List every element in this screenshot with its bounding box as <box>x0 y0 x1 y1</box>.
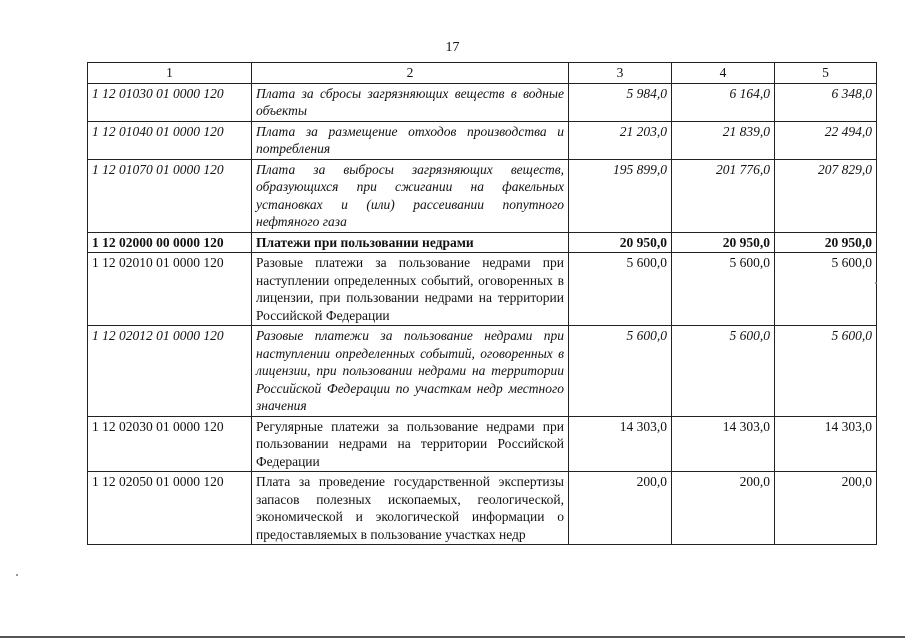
row-value-col3: 5 600,0 <box>569 326 672 417</box>
row-name: Разовые платежи за пользование недрами при наступлении определенных событий, оговоренных в лицензии, при пользовании недрами на территории Российской Федерации <box>252 253 569 326</box>
row-name: Плата за проведение государственной экспертизы запасов полезных ископаемых, геологической, экономической и экологической информации о предоставляемых в пользование участках недр <box>252 472 569 545</box>
page-number: 17 <box>445 40 460 55</box>
row-name: Плата за размещение отходов производства и потребления <box>252 121 569 159</box>
table-row <box>88 253 877 326</box>
row-value-col5: 14 303,0 <box>775 416 877 472</box>
row-value-col5: 22 494,0 <box>775 121 877 159</box>
row-value-col5: 5 600,0 <box>775 326 877 417</box>
row-value-col4: 20 950,0 <box>672 232 775 253</box>
row-value-col4: 5 600,0 <box>672 253 775 326</box>
table-header-row <box>88 63 877 84</box>
row-code: 1 12 02010 01 0000 120 <box>88 253 252 326</box>
column-header-2: 2 <box>252 63 569 84</box>
scan-edge-line <box>0 636 905 638</box>
row-code: 1 12 02050 01 0000 120 <box>88 472 252 545</box>
table-row <box>88 326 877 417</box>
table-row-section-total <box>88 232 877 253</box>
row-value-col3: 5 984,0 <box>569 83 672 121</box>
column-header-4: 4 <box>672 63 775 84</box>
row-name: Разовые платежи за пользование недрами при наступлении определенных событий, оговоренных в лицензии, при пользовании недрами на территории Российской Федерации по участкам недр местного значения <box>252 326 569 417</box>
row-value-col4: 21 839,0 <box>672 121 775 159</box>
row-value-col5: 5 600,0 <box>775 253 877 326</box>
row-name: Плата за выбросы загрязняющих веществ, образующихся при сжигании на факельных установках и (или) рассеивании попутного нефтяного газа <box>252 159 569 232</box>
row-code: 1 12 01030 01 0000 120 <box>88 83 252 121</box>
row-value-col4: 6 164,0 <box>672 83 775 121</box>
row-value-col5: 6 348,0 <box>775 83 877 121</box>
table-row <box>88 83 877 121</box>
row-value-col4: 14 303,0 <box>672 416 775 472</box>
row-value-col4: 201 776,0 <box>672 159 775 232</box>
column-header-5: 5 <box>775 63 877 84</box>
column-header-3: 3 <box>569 63 672 84</box>
column-header-1: 1 <box>88 63 252 84</box>
budget-table <box>87 62 877 545</box>
row-value-col3: 20 950,0 <box>569 232 672 253</box>
scan-speck <box>875 282 877 284</box>
row-value-col3: 21 203,0 <box>569 121 672 159</box>
row-value-col3: 14 303,0 <box>569 416 672 472</box>
table-row <box>88 472 877 545</box>
table-row <box>88 159 877 232</box>
row-code: 1 12 02012 01 0000 120 <box>88 326 252 417</box>
row-code: 1 12 01040 01 0000 120 <box>88 121 252 159</box>
row-name: Платежи при пользовании недрами <box>252 232 569 253</box>
row-value-col3: 5 600,0 <box>569 253 672 326</box>
scan-speck <box>16 574 18 576</box>
row-value-col4: 5 600,0 <box>672 326 775 417</box>
table-row <box>88 121 877 159</box>
row-value-col3: 195 899,0 <box>569 159 672 232</box>
row-value-col4: 200,0 <box>672 472 775 545</box>
row-value-col5: 20 950,0 <box>775 232 877 253</box>
row-code: 1 12 01070 01 0000 120 <box>88 159 252 232</box>
row-value-col3: 200,0 <box>569 472 672 545</box>
row-name: Регулярные платежи за пользование недрами при пользовании недрами на территории Российской Федерации <box>252 416 569 472</box>
row-value-col5: 200,0 <box>775 472 877 545</box>
table-row <box>88 416 877 472</box>
row-code: 1 12 02000 00 0000 120 <box>88 232 252 253</box>
row-code: 1 12 02030 01 0000 120 <box>88 416 252 472</box>
row-name: Плата за сбросы загрязняющих веществ в водные объекты <box>252 83 569 121</box>
row-value-col5: 207 829,0 <box>775 159 877 232</box>
